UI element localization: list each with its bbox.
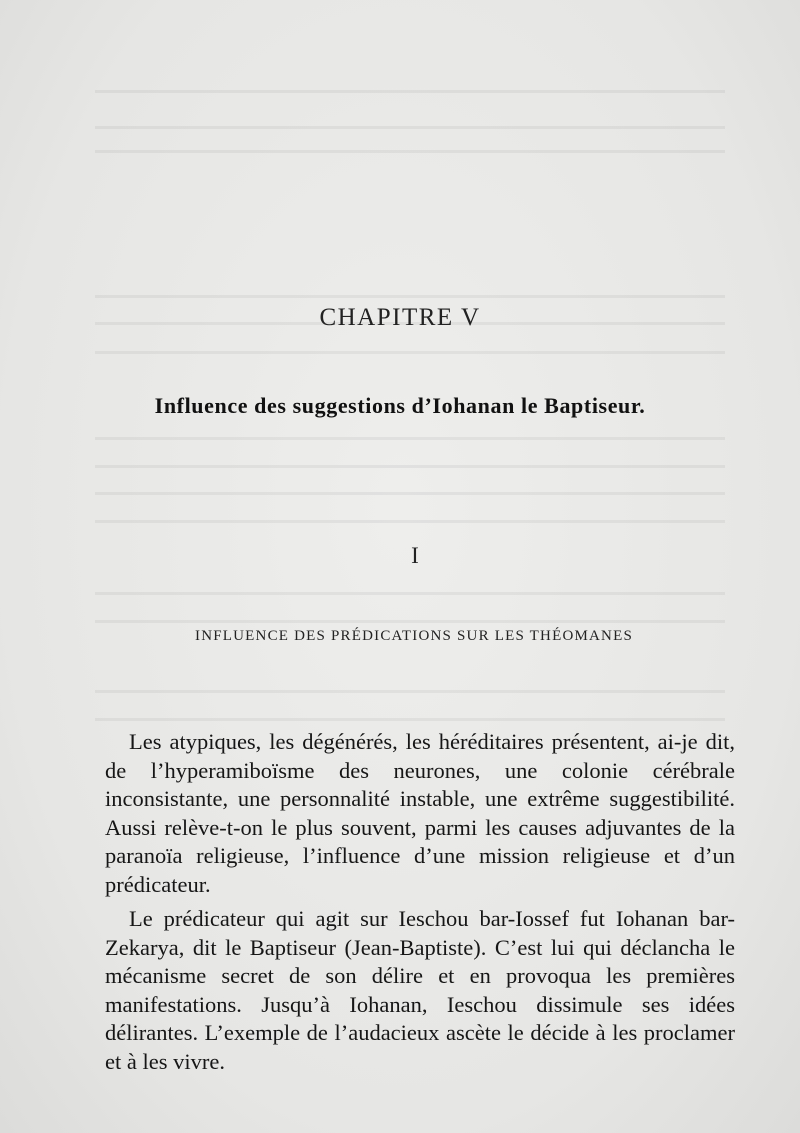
bleed-through-line <box>95 90 725 93</box>
section-number: I <box>411 543 419 568</box>
bleed-through-line <box>95 351 725 354</box>
section-title: INFLUENCE DES PRÉDICATIONS SUR LES THÉOMANES <box>195 628 633 644</box>
bleed-through-line <box>95 150 725 153</box>
chapter-heading: CHAPITRE V <box>319 304 481 331</box>
bleed-through-line <box>95 620 725 623</box>
bleed-through-line <box>95 592 725 595</box>
bleed-through-line <box>95 437 725 440</box>
bleed-through-line <box>95 295 725 298</box>
paragraph: Les atypiques, les dégénérés, les héréditaires présentent, ai-je dit, de l’hyperamiboïsme des neurones, une colonie cérébrale inconsistante, une personnalité instable, une extrême suggestibilité. Aussi relève-t-on le plus souvent, parmi les causes adjuvantes de la paranoïa religieuse, l’influence d’une mission religieuse et d’un prédicateur. <box>105 729 735 897</box>
bleed-through-line <box>95 690 725 693</box>
chapter-title: Influence des suggestions d’Iohanan le Baptiseur. <box>154 393 646 418</box>
bleed-through-line <box>95 465 725 468</box>
bleed-through-line <box>95 126 725 129</box>
bleed-through-line <box>95 520 725 523</box>
paragraph: Le prédicateur qui agit sur Ieschou bar-Iossef fut Iohanan bar-Zekarya, dit le Baptiseur (Jean-Baptiste). C’est lui qui déclancha le mécanisme secret de son délire et en provoqua les premières manifestations. Jusqu’à Iohanan, Ieschou dissimule ses idées délirantes. L’exemple de l’audacieux ascète le décide à les proclamer et à les vivre. <box>105 906 735 1074</box>
bleed-through-line <box>95 492 725 495</box>
bleed-through-line <box>95 718 725 721</box>
body-text <box>105 728 735 1076</box>
